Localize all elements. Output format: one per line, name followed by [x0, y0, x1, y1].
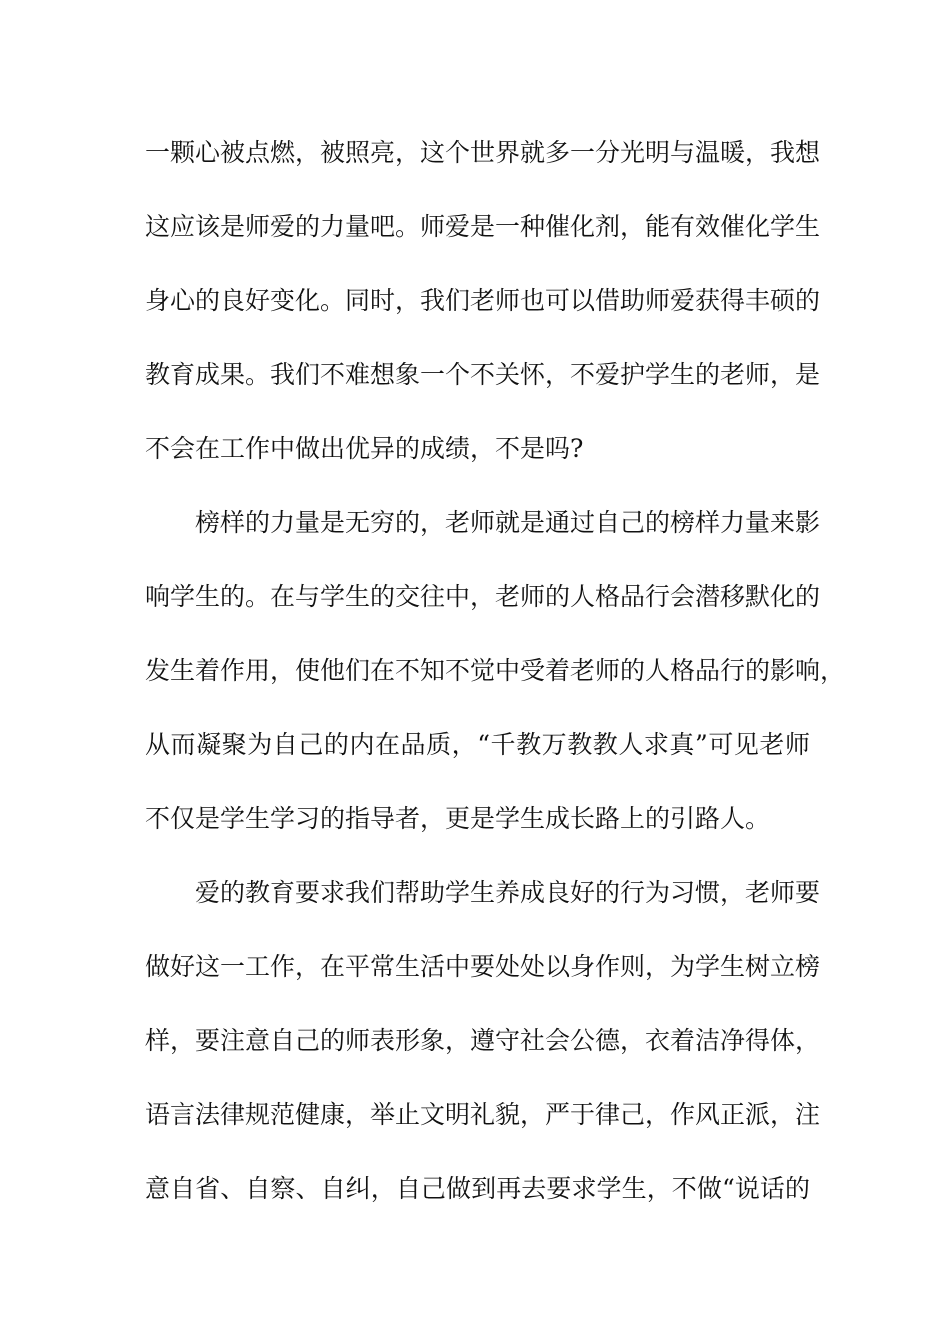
- text-line: 做好这一工作，在平常生活中要处处以身作则，为学生树立榜: [145, 952, 821, 981]
- text-line: 从而凝聚为自己的内在品质，“千教万教教人求真”可见老师: [145, 730, 810, 759]
- text-line: 响学生的。在与学生的交往中，老师的人格品行会潜移默化的: [145, 582, 821, 611]
- text-line: 不仅是学生学习的指导者，更是学生成长路上的引路人。: [145, 804, 771, 833]
- text-line: 意自省、自察、自纠，自己做到再去要求学生，不做“说话的: [145, 1174, 810, 1203]
- paragraph-first-line: 榜样的力量是无穷的，老师就是通过自己的榜样力量来影: [195, 508, 821, 537]
- text-line: 这应该是师爱的力量吧。师爱是一种催化剂，能有效催化学生: [145, 212, 821, 241]
- text-line: 发生着作用，使他们在不知不觉中受着老师的人格品行的影响，: [145, 656, 846, 685]
- text-line: 身心的良好变化。同时，我们老师也可以借助师爱获得丰硕的: [145, 286, 821, 315]
- text-line: 一颗心被点燃，被照亮，这个世界就多一分光明与温暖，我想: [145, 138, 821, 167]
- text-line: 教育成果。我们不难想象一个不关怀，不爱护学生的老师，是: [145, 360, 821, 389]
- text-line: 不会在工作中做出优异的成绩，不是吗?: [145, 434, 584, 463]
- paragraph-first-line: 爱的教育要求我们帮助学生养成良好的行为习惯，老师要: [195, 878, 821, 907]
- text-line: 语言法律规范健康，举止文明礼貌，严于律己，作风正派，注: [145, 1100, 821, 1129]
- text-line: 样，要注意自己的师表形象，遵守社会公德，衣着洁净得体，: [145, 1026, 821, 1055]
